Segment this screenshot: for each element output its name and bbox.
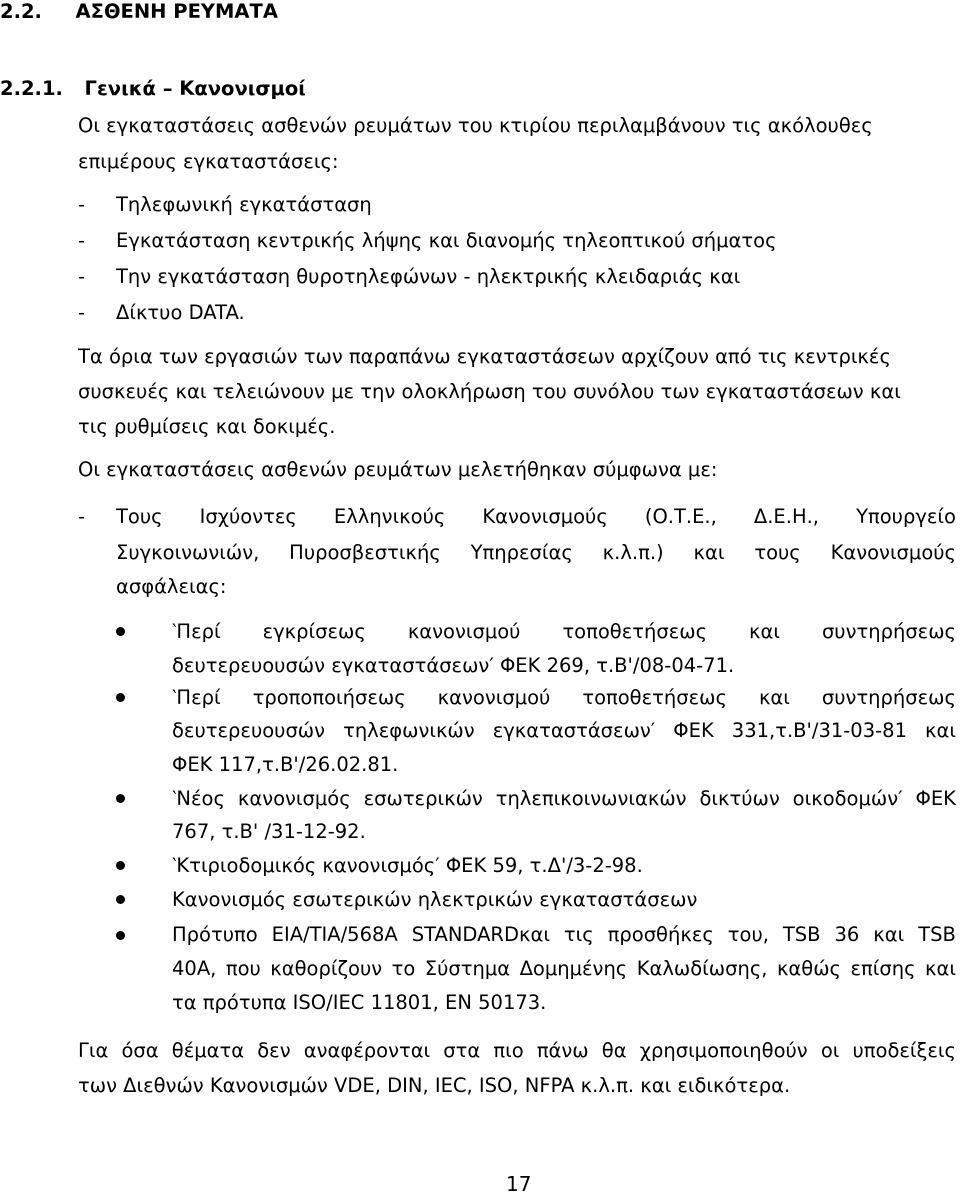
bullet-line bbox=[172, 719, 956, 743]
scope-line: συσκευές και τελειώνουν με την ολοκλήρωση του συνόλου των εγκαταστάσεων και bbox=[78, 380, 901, 403]
word: Πρότυπο bbox=[172, 923, 258, 946]
word: Ισχύοντες bbox=[199, 505, 297, 528]
word: και bbox=[758, 686, 790, 709]
dash-marker: - bbox=[78, 301, 86, 324]
word: χρησιμοποιηθούν bbox=[639, 1039, 808, 1062]
bullet-icon bbox=[116, 693, 125, 702]
bullet-icon bbox=[116, 627, 125, 636]
word: Υπηρεσίας bbox=[470, 541, 573, 564]
word: κανονισμού bbox=[407, 620, 521, 643]
word: STANDARDκαι bbox=[411, 923, 550, 946]
word: και bbox=[873, 923, 905, 946]
word: οι bbox=[820, 1039, 840, 1062]
word: και bbox=[925, 719, 956, 742]
subsection-number: 2.2.1. bbox=[0, 77, 63, 100]
word: 40Α, bbox=[172, 957, 217, 980]
section-number: 2.2. bbox=[0, 0, 42, 23]
word: αναφέρονται bbox=[303, 1039, 431, 1062]
word: οικοδομών′ bbox=[792, 787, 903, 810]
section-heading bbox=[0, 0, 278, 24]
word: πάνω bbox=[536, 1039, 589, 1062]
intro-line: Οι εγκαταστάσεις ασθενών ρευμάτων του κτιρίου περιλαμβάνουν τις ακόλουθες bbox=[78, 114, 873, 137]
word: καθώς bbox=[776, 957, 841, 980]
word: TSB bbox=[782, 923, 821, 946]
word: και bbox=[749, 620, 780, 643]
word: (Ο.Τ.Ε., bbox=[644, 505, 717, 528]
word: επίσης bbox=[850, 957, 916, 980]
bullet-line: ΦΕΚ 117,τ.Β'/26.02.81. bbox=[172, 753, 399, 776]
word: όσα bbox=[121, 1039, 159, 1062]
word: Ελληνικούς bbox=[333, 505, 446, 528]
word: του, bbox=[727, 923, 769, 946]
page-number: 17 bbox=[506, 1172, 532, 1196]
word: κανονισμού bbox=[437, 686, 551, 709]
word: ‵Περί bbox=[172, 620, 221, 643]
section-title: ΑΣΘΕΝΗ ΡΕΥΜΑΤΑ bbox=[75, 0, 278, 23]
word: εγκαταστάσεων′ bbox=[492, 719, 656, 742]
bullet-icon bbox=[116, 895, 125, 904]
word: συντηρήσεως bbox=[821, 686, 956, 709]
word: εσωτερικών bbox=[363, 787, 483, 810]
word: στα bbox=[443, 1039, 481, 1062]
bullet-line: Κανονισμός εσωτερικών ηλεκτρικών εγκαταστάσεων bbox=[172, 888, 698, 911]
word: ΕΙΑ/ΤΙΑ/568Α bbox=[271, 923, 398, 946]
word: τροποποιήσεως bbox=[252, 686, 406, 709]
word: καθορίζουν bbox=[270, 957, 383, 980]
word: θέματα bbox=[171, 1039, 245, 1062]
word: Κανονισμούς bbox=[830, 541, 956, 564]
word: συντηρήσεως bbox=[821, 620, 956, 643]
word: κανονισμός bbox=[237, 787, 351, 810]
bullet-icon bbox=[116, 931, 125, 940]
word: Συγκοινωνιών, bbox=[116, 541, 260, 564]
word: που bbox=[225, 957, 261, 980]
word: εγκρίσεως bbox=[262, 620, 366, 643]
bullet-icon bbox=[116, 861, 125, 870]
word: θα bbox=[601, 1039, 627, 1062]
word: Υπουργείο bbox=[856, 505, 956, 528]
dash-marker: - bbox=[78, 265, 86, 288]
scope-line: Τα όρια των εργασιών των παραπάνω εγκαταστάσεων αρχίζουν από τις κεντρικές bbox=[78, 345, 891, 368]
word: ΦΕΚ bbox=[915, 787, 956, 810]
word: δικτύων bbox=[699, 787, 780, 810]
word: και bbox=[924, 957, 956, 980]
bullet-line bbox=[172, 686, 956, 710]
word: τηλεπικοινωνιακών bbox=[495, 787, 687, 810]
word: Δ.Ε.Η., bbox=[753, 505, 820, 528]
bullet-line: ‵Κτιριοδομικός κανονισμός′ ΦΕΚ 59, τ.Δ'/3-2-98. bbox=[172, 854, 643, 877]
bullet-line bbox=[172, 957, 956, 981]
scope-line: τις ρυθμίσεις και δοκιμές. bbox=[78, 415, 336, 438]
word: Κανονισμούς bbox=[482, 505, 608, 528]
word: Δομημένης bbox=[519, 957, 628, 980]
word: 36 bbox=[834, 923, 860, 946]
installation-item: Την εγκατάσταση θυροτηλεφώνων - ηλεκτρικής κλειδαριάς και bbox=[116, 265, 741, 288]
bullet-line: 767, τ.Β' /31-12-92. bbox=[172, 820, 366, 843]
closing-line-2: των Διεθνών Κανονισμών VDE, DIN, IEC, ISO, NFPA κ.λ.π. και ειδικότερα. bbox=[78, 1074, 791, 1097]
subsection-title: Γενικά – Κανονισμοί bbox=[84, 77, 306, 100]
installation-item: Δίκτυο DATA. bbox=[116, 301, 245, 324]
studied-line: Οι εγκαταστάσεις ασθενών ρευμάτων μελετήθηκαν σύμφωνα με: bbox=[78, 458, 718, 481]
word: Τους bbox=[116, 505, 163, 528]
word: ΦΕΚ bbox=[673, 719, 714, 742]
word: κ.λ.π.) bbox=[602, 541, 664, 564]
word: τοποθετήσεως bbox=[582, 686, 727, 709]
dash-marker: - bbox=[78, 193, 86, 216]
word: πιο bbox=[493, 1039, 524, 1062]
word: υποδείξεις bbox=[852, 1039, 956, 1062]
word: το bbox=[391, 957, 416, 980]
bullet-line bbox=[172, 923, 956, 947]
word: δεν bbox=[257, 1039, 291, 1062]
word: τις bbox=[563, 923, 594, 946]
regulations-line-3: ασφάλειας: bbox=[116, 575, 227, 598]
word: τηλεφωνικών bbox=[343, 719, 475, 742]
word: Σύστημα bbox=[424, 957, 511, 980]
bullet-line: τα πρότυπα ISO/IEC 11801, ΕΝ 50173. bbox=[172, 991, 547, 1014]
bullet-line: δευτερευουσών εγκαταστάσεων′ ΦΕΚ 269, τ.Β'/08-04-71. bbox=[172, 654, 735, 677]
word: 331,τ.Β'/31-03-81 bbox=[731, 719, 907, 742]
intro-line: επιμέρους εγκαταστάσεις: bbox=[78, 150, 339, 173]
dash-marker: - bbox=[78, 505, 86, 528]
word: τους bbox=[754, 541, 801, 564]
subsection-heading bbox=[0, 77, 306, 101]
word: Καλωδίωσης, bbox=[636, 957, 768, 980]
word: TSB bbox=[918, 923, 956, 946]
word: Πυροσβεστικής bbox=[289, 541, 441, 564]
closing-line-1 bbox=[78, 1039, 956, 1063]
bullet-line bbox=[172, 787, 956, 811]
word: προσθήκες bbox=[607, 923, 714, 946]
word: τοποθετήσεως bbox=[562, 620, 708, 643]
word: ‵Περί bbox=[172, 686, 221, 709]
word: δευτερευουσών bbox=[172, 719, 326, 742]
dash-marker: - bbox=[78, 229, 86, 252]
word: ‵Νέος bbox=[172, 787, 225, 810]
word: Για bbox=[78, 1039, 109, 1062]
bullet-line bbox=[172, 620, 956, 644]
bullet-icon bbox=[116, 794, 125, 803]
regulations-line-1 bbox=[116, 505, 956, 529]
installation-item: Εγκατάσταση κεντρικής λήψης και διανομής τηλεοπτικού σήματος bbox=[116, 229, 777, 252]
regulations-line-2 bbox=[116, 541, 956, 565]
installation-item: Τηλεφωνική εγκατάσταση bbox=[116, 193, 372, 216]
word: και bbox=[693, 541, 725, 564]
